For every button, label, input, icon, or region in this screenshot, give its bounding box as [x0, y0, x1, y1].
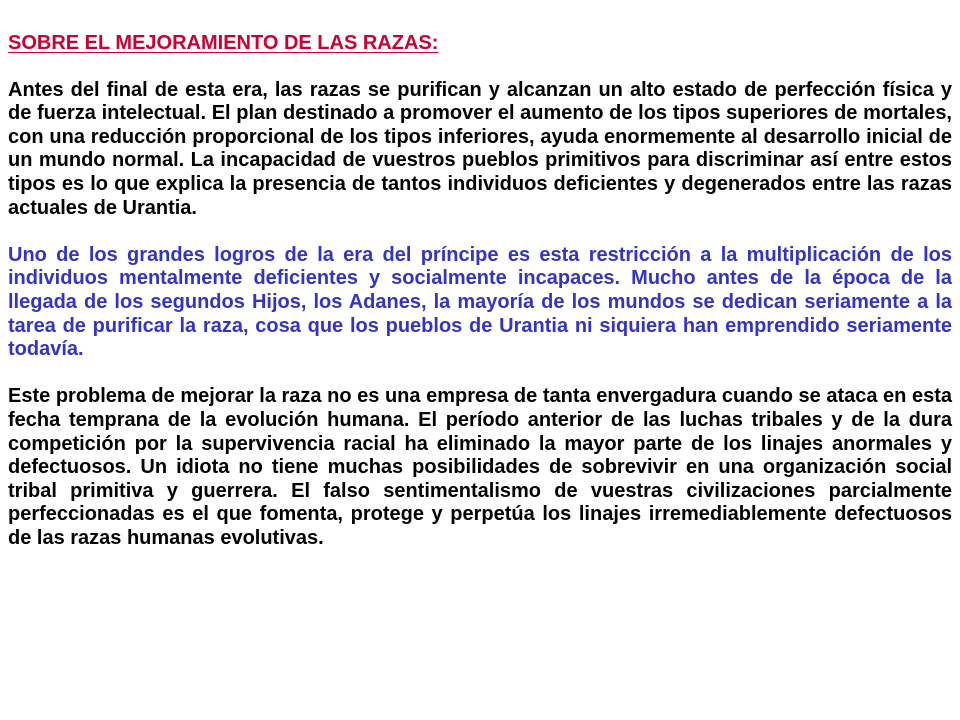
slide-content: [8, 32, 952, 574]
slide-title: SOBRE EL MEJORAMIENTO DE LAS RAZAS:: [8, 32, 439, 54]
paragraph-race-improvement: Este problema de mejorar la raza no es una empresa de tanta envergadura cuando se ataca en esta fecha temprana de la evolución humana. El período anterior de las luchas tribales y de la dura competición por la supervivencia racial ha eliminado la mayor parte de los linajes anormales y defectuosos. Un idiota no tiene muchas posibilidades de sobrevivir en una organización social tribal primitiva y guerrera. El falso sentimentalismo de vuestras civilizaciones parcialmente perfeccionadas es el que fomenta, protege y perpetúa los linajes irremediablemente defectuosos de las razas humanas evolutivas.: [8, 385, 952, 549]
paragraph-prince-era: Uno de los grandes logros de la era del príncipe es esta restricción a la multiplicación de los individuos mentalmente deficientes y socialmente incapaces. Mucho antes de la época de la llegada de los segundos Hijos, los Adanes, la mayoría de los mundos se dedican seriamente a la tarea de purificar la raza, cosa que los pueblos de Urantia ni siquiera han emprendido seriamente todavía.: [8, 243, 952, 361]
paragraph-purification: Antes del final de esta era, las razas se purifican y alcanzan un alto estado de perfección física y de fuerza intelectual. El plan destinado a promover el aumento de los tipos superiores de mortales, con una reducción proporcional de los tipos inferiores, ayuda enormemente al desarrollo inicial de un mundo normal. La incapacidad de vuestros pueblos primitivos para discriminar así entre estos tipos es lo que explica la presencia de tantos individuos deficientes y degenerados entre las razas actuales de Urantia.: [8, 78, 952, 219]
